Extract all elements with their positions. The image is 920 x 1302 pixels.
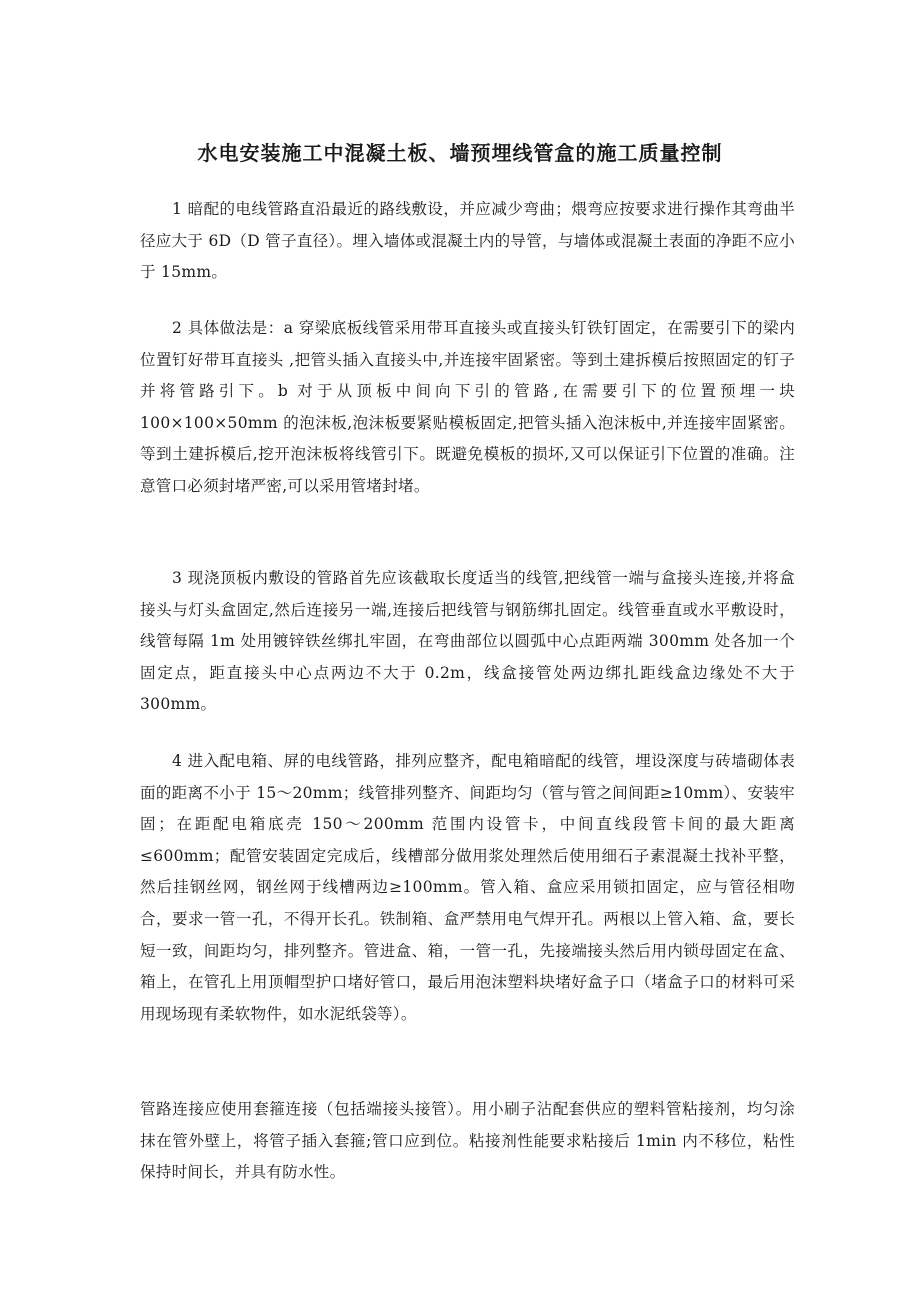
document-title: 水电安装施工中混凝土板、墙预埋线管盒的施工质量控制	[197, 141, 723, 165]
paragraph-1: 1 暗配的电线管路直沿最近的路线敷设，并应减少弯曲；煨弯应按要求进行操作其弯曲半径应大于 6D（D 管子直径）。埋入墙体或混凝土内的导管，与墙体或混凝土表面的净距不应小于 15mm。	[140, 200, 795, 282]
paragraph-3: 3 现浇顶板内敷设的管路首先应该截取长度适当的线管,把线管一端与盒接头连接,并将盒接头与灯头盒固定,然后连接另一端,连接后把线管与钢筋绑扎固定。线管垂直或水平敷设时，线管每隔 1m 处用镀锌铁丝绑扎牢固，在弯曲部位以圆弧中心点距两端 300mm 处各加一个固定点，距直接头中心点两边不大于 0.2m，线盒接管处两边绑扎距线盒边缘处不大于 300mm。	[140, 569, 795, 714]
paragraph-2: 2 具体做法是：a 穿梁底板线管采用带耳直接头或直接头钉铁钉固定，在需要引下的梁内位置钉好带耳直接头 ,把管头插入直接头中,并连接牢固紧密。等到土建拆模后按照固定的钉子并将管路引下。b 对于从顶板中间向下引的管路,在需要引下的位置预埋一块 100×100×50mm 的泡沫板,泡沫板要紧贴模板固定,把管头插入泡沫板中,并连接牢固紧密。等到土建拆模后,挖开泡沫板将线管引下。既避免模板的损坏,又可以保证引下位置的准确。注意管口必须封堵严密,可以采用管堵封堵。	[140, 319, 795, 495]
paragraph-4: 4 进入配电箱、屏的电线管路，排列应整齐，配电箱暗配的线管，埋设深度与砖墙砌体表面的距离不小于 15～20mm；线管排列整齐、间距均匀（管与管之间间距≥10mm）、安装牢固；在距配电箱底壳 150～200mm 范围内设管卡，中间直线段管卡间的最大距离≤600mm；配管安装固定完成后，线槽部分做用浆处理然后使用细石子素混凝土找补平整，然后挂钢丝网，钢丝网于线槽两边≥100mm。管入箱、盒应采用锁扣固定，应与管径相吻合，要求一管一孔，不得开长孔。铁制箱、盒严禁用电气焊开孔。两根以上管入箱、盒，要长短一致，间距均匀，排列整齐。管进盒、箱，一管一孔，先接端接头然后用内锁母固定在盒、箱上，在管孔上用顶帽型护口堵好管口，最后用泡沫塑料块堵好盒子口（堵盒子口的材料可采用现场现有柔软物件，如水泥纸袋等）。	[140, 752, 795, 1023]
paragraph-5: 管路连接应使用套箍连接（包括端接头接管）。用小刷子沾配套供应的塑料管粘接剂，均匀涂抹在管外壁上，将管子插入套箍;管口应到位。粘接剂性能要求粘接后 1min 内不移位，粘性保持时间长，并具有防水性。	[140, 1100, 795, 1182]
